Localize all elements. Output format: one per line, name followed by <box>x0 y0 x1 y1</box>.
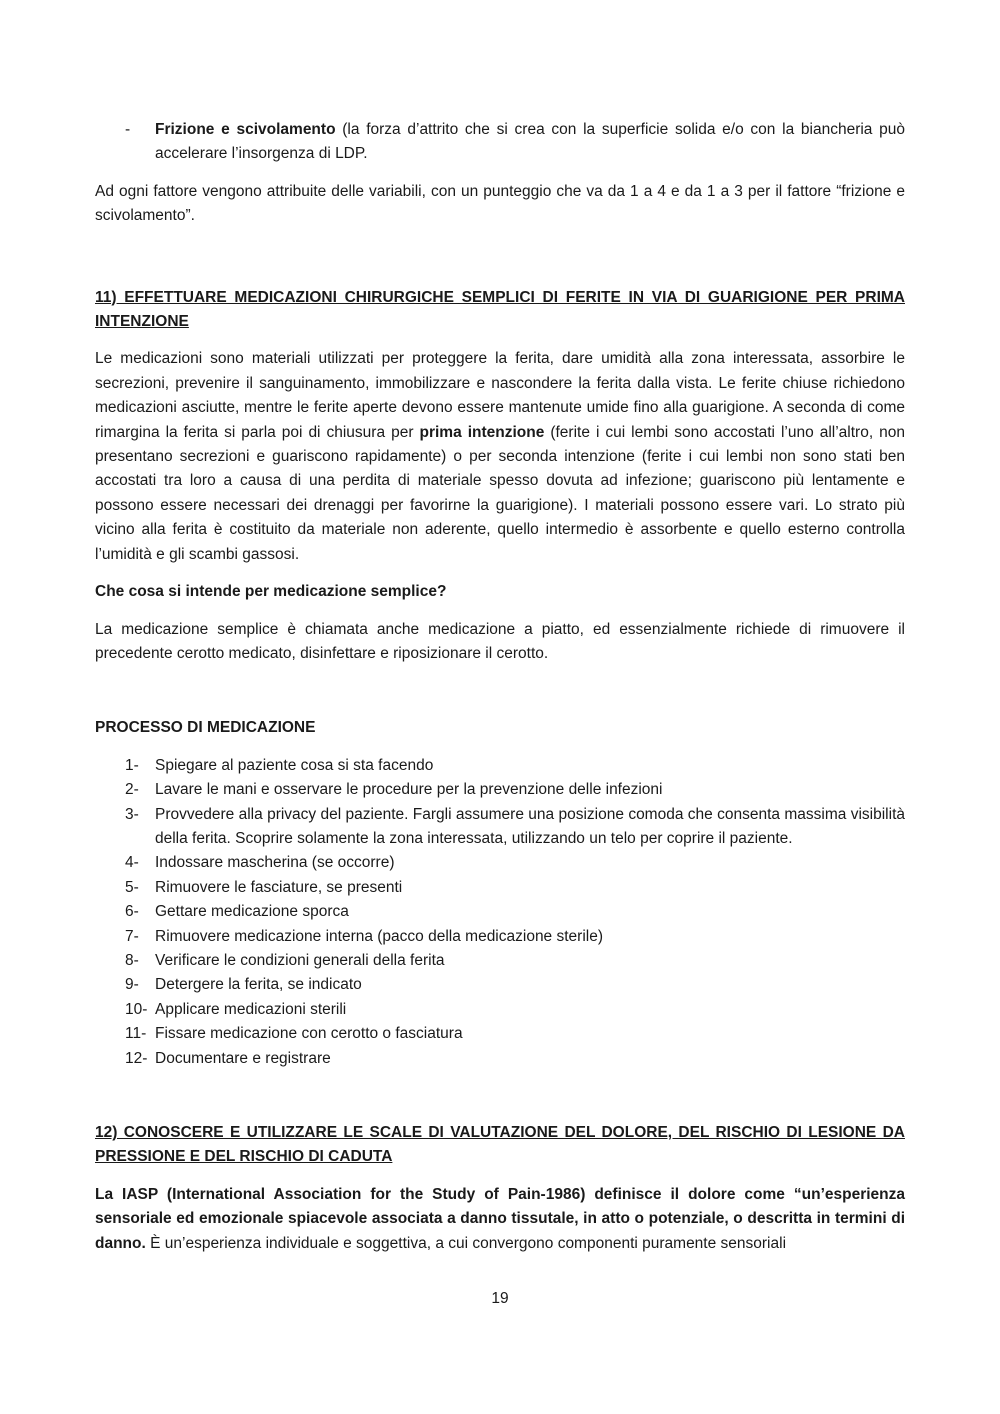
section-11-heading: 11) EFFETTUARE MEDICAZIONI CHIRURGICHE SEMPLICI DI FERITE IN VIA DI GUARIGIONE PER PRIMA INTENZIONE <box>95 288 905 331</box>
process-steps-list <box>95 754 905 1071</box>
bullet-bold: Frizione e scivolamento <box>155 121 336 138</box>
bullet-text <box>155 118 905 167</box>
step-text: Documentare e registrare <box>155 1049 331 1067</box>
step-text: Fissare medicazione con cerotto o fasciatura <box>155 1025 463 1043</box>
list-item <box>95 803 905 852</box>
list-item <box>95 778 905 802</box>
step-number: 11- <box>125 1025 147 1043</box>
bullet-item <box>95 118 905 167</box>
step-text: Rimuovere le fasciature, se presenti <box>155 878 403 896</box>
step-number: 9- <box>125 976 139 994</box>
answer-paragraph: La medicazione semplice è chiamata anche medicazione a piatto, ed essenzialmente richiede di rimuovere il precedente cerotto medicato, disinfettare e riposizionare il cerotto. <box>95 620 905 662</box>
bullet-rest: (la forza d’attrito che si crea con la superficie solida e/o con la biancheria può accelerare l’insorgenza di LDP. <box>155 121 906 163</box>
bullet-marker: - <box>125 121 131 138</box>
step-text: Verificare le condizioni generali della ferita <box>155 951 445 969</box>
step-number: 3- <box>125 805 139 823</box>
step-number: 5- <box>125 878 139 896</box>
document-page <box>95 118 905 1256</box>
step-text: Gettare medicazione sporca <box>155 903 349 921</box>
list-item <box>95 1047 905 1071</box>
paragraph-factors: Ad ogni fattore vengono attribuite delle variabili, con un punteggio che va da 1 a 4 e da 1 a 3 per il fattore “frizione e scivolamento”. <box>95 182 905 225</box>
step-number: 1- <box>125 756 139 774</box>
para-part: (ferite i cui lembi sono accostati l’uno all’altro, non presentano secrezioni e guariscono rapidamente) o per seconda intenzione (ferite i cui lembi non sono stati ben accostati tra loro a causa di una perdita di materiale spesso dovuta ad infezione; guariscono più lentamente e possono essere necessari dei drenaggi per favorirne la guarigione). I materiali possono essere vari. Lo strato più vicino alla ferita è costituito da materiale non aderente, quello intermedio è assorbente e quello esterno controlla l’umidità e gli scambi gassosi. <box>95 423 905 563</box>
process-heading: PROCESSO DI MEDICAZIONE <box>95 719 316 737</box>
list-item <box>95 973 905 997</box>
page-number: 19 <box>491 1290 509 1307</box>
list-item <box>95 876 905 900</box>
section-11-paragraph <box>95 347 905 567</box>
para-bold: prima intenzione <box>419 423 545 441</box>
step-number: 6- <box>125 903 139 921</box>
step-text: Spiegare al paziente cosa si sta facendo <box>155 756 434 774</box>
para-part: È un’esperienza individuale e soggettiva, a cui convergono componenti puramente sensoriali <box>145 1234 787 1252</box>
step-number: 12- <box>125 1049 148 1067</box>
step-number: 4- <box>125 854 139 872</box>
para-part: Le medicazioni sono materiali utilizzati per proteggere la ferita, dare umidità alla zona interessata, assorbire le secrezioni, prevenire il sanguinamento, immobilizzare e nascondere la ferita dalla vista. Le ferite chiuse richiedono medicazioni asciutte, mentre le ferite aperte devono essere mantenute umide fino alla guarigione. A seconda di come rimargina la ferita si parla poi di chiusura per <box>95 350 905 441</box>
section-12-heading: 12) CONOSCERE E UTILIZZARE LE SCALE DI VALUTAZIONE DEL DOLORE, DEL RISCHIO DI LESIONE DA PRESSIONE E DEL RISCHIO DI CADUTA <box>95 1124 905 1166</box>
list-item <box>95 754 905 778</box>
step-text: Indossare mascherina (se occorre) <box>155 854 395 872</box>
step-text: Detergere la ferita, se indicato <box>155 976 362 994</box>
question-heading: Che cosa si intende per medicazione semplice? <box>95 583 447 601</box>
para-bold: La IASP (International Association for the Study of Pain-1986) definisce il dolore come “un’esperienza sensoriale ed emozionale spiacevole associata a danno tissutale, in atto o potenziale, o descritta in termini di danno. <box>95 1185 905 1252</box>
step-text: Applicare medicazioni sterili <box>155 1000 347 1018</box>
list-item <box>95 925 905 949</box>
step-number: 2- <box>125 781 139 799</box>
list-item <box>95 1022 905 1046</box>
step-text: Rimuovere medicazione interna (pacco della medicazione sterile) <box>155 927 603 945</box>
list-item <box>95 851 905 875</box>
step-number: 10- <box>125 1000 148 1018</box>
step-text: Lavare le mani e osservare le procedure per la prevenzione delle infezioni <box>155 781 663 799</box>
step-number: 8- <box>125 951 139 969</box>
step-text: Provvedere alla privacy del paziente. Fargli assumere una posizione comoda che consenta massima visibilità della ferita. Scoprire solamente la zona interessata, utilizzando un telo per coprire il paziente. <box>155 805 905 847</box>
step-number: 7- <box>125 927 139 945</box>
list-item <box>95 949 905 973</box>
section-12-paragraph <box>95 1183 905 1256</box>
list-item <box>95 998 905 1022</box>
list-item <box>95 900 905 924</box>
